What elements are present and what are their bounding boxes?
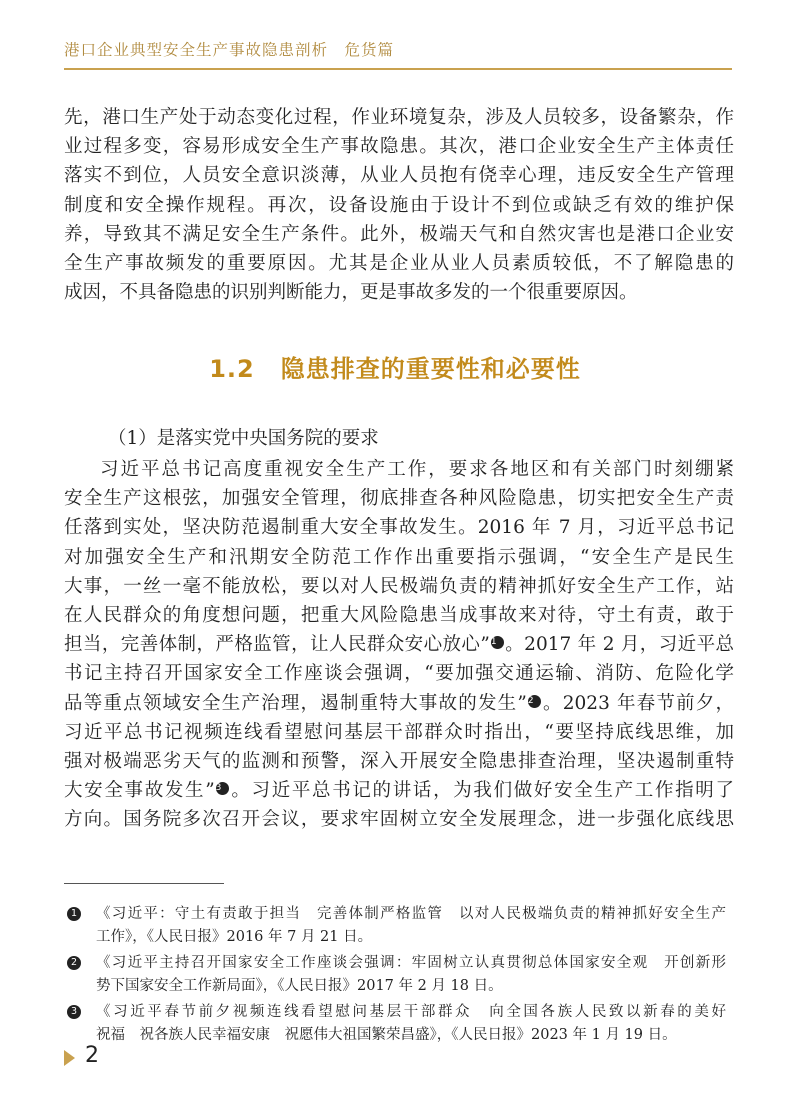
- footnote-marker[interactable]: 3: [216, 782, 229, 795]
- page-marker-icon: [64, 1050, 75, 1066]
- footnote-marker[interactable]: 1: [491, 636, 504, 649]
- text-line: 强对极端恶劣天气的监测和预警，深入开展安全隐患排查治理，坚决遏制重特: [64, 750, 734, 772]
- footnote-line: 祝福 祝各族人民幸福安康 祝愿伟大祖国繁荣昌盛》，《人民日报》2023 年 1 月 19 日。: [96, 1026, 677, 1043]
- text-line: 安全生产这根弦，加强安全管理，彻底排查各种风险隐患，切实把安全生产责: [64, 488, 734, 510]
- text-line: 制度和安全操作规程。再次，设备设施由于设计不到位或缺乏有效的维护保: [64, 194, 734, 216]
- text-line: 任落到实处，坚决防范遏制重大安全事故发生。2016 年 7 月，习近平总书记: [64, 517, 734, 539]
- page-number: 2: [85, 1043, 99, 1068]
- footnotes: [70, 903, 726, 1050]
- subsection-heading: （1）是落实党中央国务院的要求: [108, 428, 379, 449]
- footnote: [70, 952, 726, 997]
- text-line: 全生产事故频发的重要原因。尤其是企业从业人员素质较低，不了解隐患的: [64, 252, 734, 274]
- running-head: 港口企业典型安全生产事故隐患剖析 危货篇: [64, 41, 395, 59]
- text-line: 大事，一丝一毫不能放松，要以对人民极端负责的精神抓好安全生产工作，站: [64, 575, 734, 597]
- footnote-number: 3: [67, 1005, 81, 1019]
- text-line: 书记主持召开国家安全工作座谈会强调，“要加强交通运输、消防、危险化学: [64, 663, 734, 685]
- section-heading: [0, 349, 790, 384]
- footnote: [70, 903, 726, 948]
- section-title: 隐患排查的重要性和必要性: [280, 355, 581, 383]
- body-paragraph: [64, 455, 734, 834]
- footnote-line: 工作》，《人民日报》2016 年 7 月 21 日。: [96, 928, 373, 945]
- text-line: 落实不到位，人员安全意识淡薄，从业人员抱有侥幸心理，违反安全生产管理: [64, 165, 734, 187]
- header-rule: [64, 68, 732, 70]
- footnote: [70, 1001, 726, 1046]
- text-line: 业过程多变，容易形成安全生产事故隐患。其次，港口企业安全生产主体责任: [64, 136, 734, 158]
- text-line: 先，港口生产处于动态变化过程，作业环境复杂，涉及人员较多，设备繁杂，作: [64, 107, 734, 128]
- footnote-line: 《习近平：守土有责敢于担当 完善体制严格监管 以对人民极端负责的精神抓好安全生产: [96, 906, 726, 922]
- footnote-number: 2: [67, 956, 81, 970]
- footnote-line: 《习近平主持召开国家安全工作座谈会强调：牢固树立认真贯彻总体国家安全观 开创新形: [96, 955, 726, 971]
- footnote-line: 势下国家安全工作新局面》，《人民日报》2017 年 2 月 18 日。: [96, 977, 503, 994]
- text-line: 在人民群众的角度想问题，把重大风险隐患当成事故来对待，守土有责，敢于: [64, 604, 734, 626]
- text-line: 习近平总书记视频连线看望慰问基层干部群众时指出，“要坚持底线思维，加: [64, 721, 734, 743]
- text-line: 方向。国务院多次召开会议，要求牢固树立安全发展理念，进一步强化底线思: [64, 809, 734, 831]
- footnote-number: 1: [67, 907, 81, 921]
- footnote-marker[interactable]: 2: [528, 695, 541, 708]
- footnote-rule: [64, 883, 224, 884]
- text-line: 品等重点领域安全生产治理，遏制重特大事故的发生”2 。2023 年春节前夕，: [64, 692, 734, 714]
- text-line: 成因，不具备隐患的识别判断能力，更是事故多发的一个很重要原因。: [64, 282, 638, 304]
- text-line: 习近平总书记高度重视安全生产工作，要求各地区和有关部门时刻绷紧: [100, 459, 734, 480]
- section-number: 1.2: [209, 355, 255, 383]
- text-line: 养，导致其不满足安全生产条件。此外，极端天气和自然灾害也是港口企业安: [64, 223, 734, 245]
- text-line: 担当，完善体制，严格监管，让人民群众安心放心”1 。2017 年 2 月，习近平总: [64, 634, 734, 656]
- text-line: 大安全事故发生”3 。习近平总书记的讲话，为我们做好安全生产工作指明了: [64, 780, 734, 802]
- intro-paragraph: [64, 103, 734, 307]
- footnote-line: 《习近平春节前夕视频连线看望慰问基层干部群众 向全国各族人民致以新春的美好: [96, 1004, 726, 1020]
- text-line: 对加强安全生产和汛期安全防范工作作出重要指示强调，“安全生产是民生: [64, 546, 734, 568]
